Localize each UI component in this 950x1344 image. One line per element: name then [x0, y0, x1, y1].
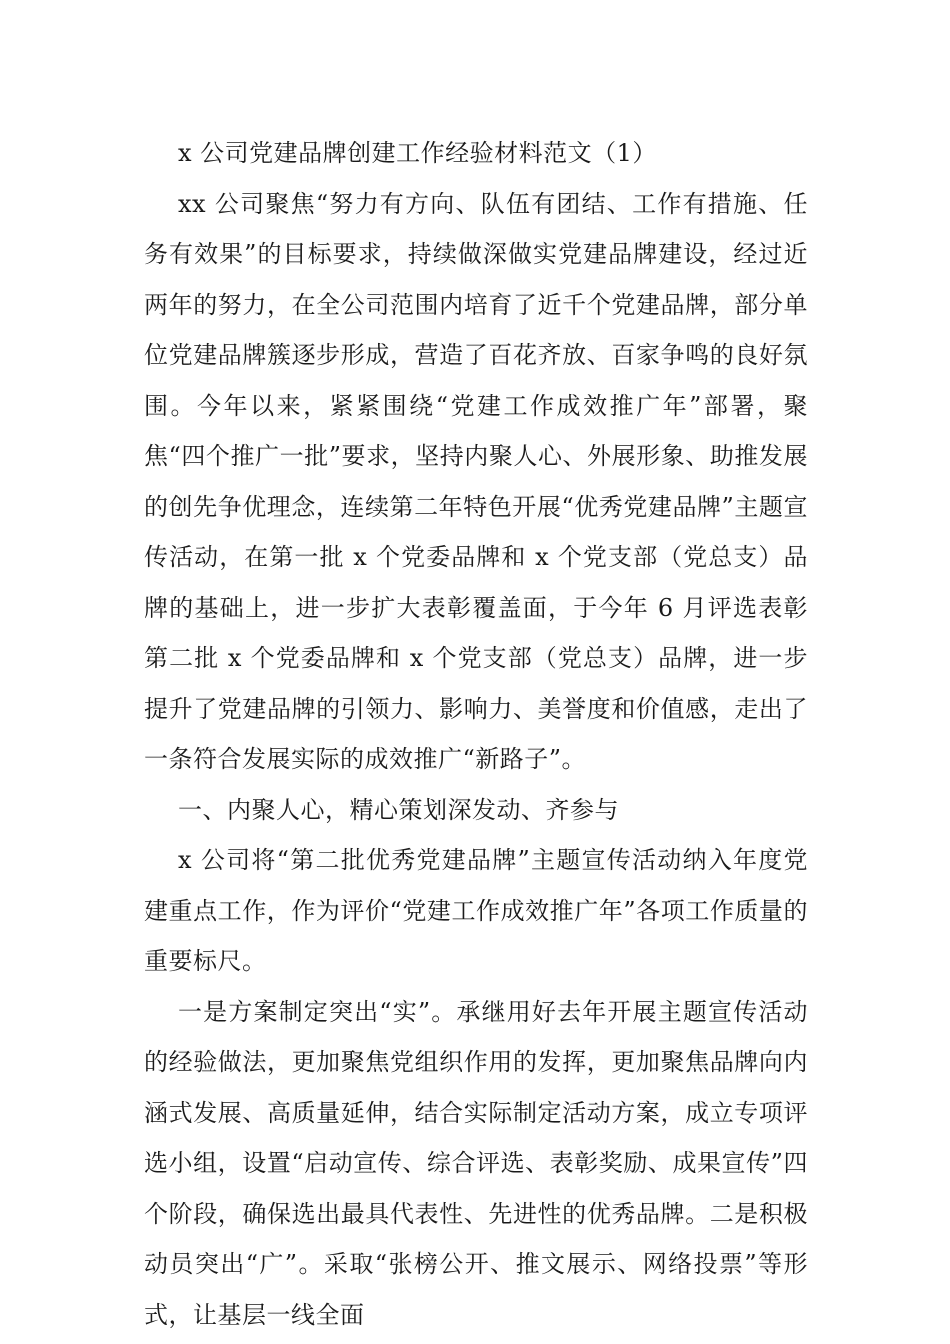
- document-body: [144, 128, 808, 1340]
- section-heading: 一、内聚人心，精心策划深发动、齐参与: [178, 795, 619, 824]
- document-title: x 公司党建品牌创建工作经验材料范文（1）: [178, 139, 657, 167]
- paragraph: 一是方案制定突出“实”。承继用好去年开展主题宣传活动的经验做法，更加聚焦党组织作用的发挥，更加聚焦品牌向内涵式发展、高质量延伸，结合实际制定活动方案，成立专项评选小组，设置“启动宣传、综合评选、表彰奖励、成果宣传”四个阶段，确保选出最具代表性、先进性的优秀品牌。二是积极动员突出“广”。采取“张榜公开、推文展示、网络投票”等形式，让基层一线全面: [144, 997, 808, 1329]
- paragraph: xx 公司聚焦“努力有方向、队伍有团结、工作有措施、任务有效果”的目标要求，持续做深做实党建品牌建设，经过近两年的努力，在全公司范围内培育了近千个党建品牌，部分单位党建品牌簇逐步形成，营造了百花齐放、百家争鸣的良好氛围。今年以来，紧紧围绕“党建工作成效推广年”部署，聚焦“四个推广一批”要求，坚持内聚人心、外展形象、助推发展的创先争优理念，连续第二年特色开展“优秀党建品牌”主题宣传活动，在第一批 x 个党委品牌和 x 个党支部（党总支）品牌的基础上，进一步扩大表彰覆盖面，于今年 6 月评选表彰第二批 x 个党委品牌和 x 个党支部（党总支）品牌，进一步提升了党建品牌的引领力、影响力、美誉度和价值感，走出了一条符合发展实际的成效推广“新路子”。: [144, 189, 808, 773]
- paragraph: x 公司将“第二批优秀党建品牌”主题宣传活动纳入年度党建重点工作，作为评价“党建工作成效推广年”各项工作质量的重要标尺。: [144, 846, 808, 975]
